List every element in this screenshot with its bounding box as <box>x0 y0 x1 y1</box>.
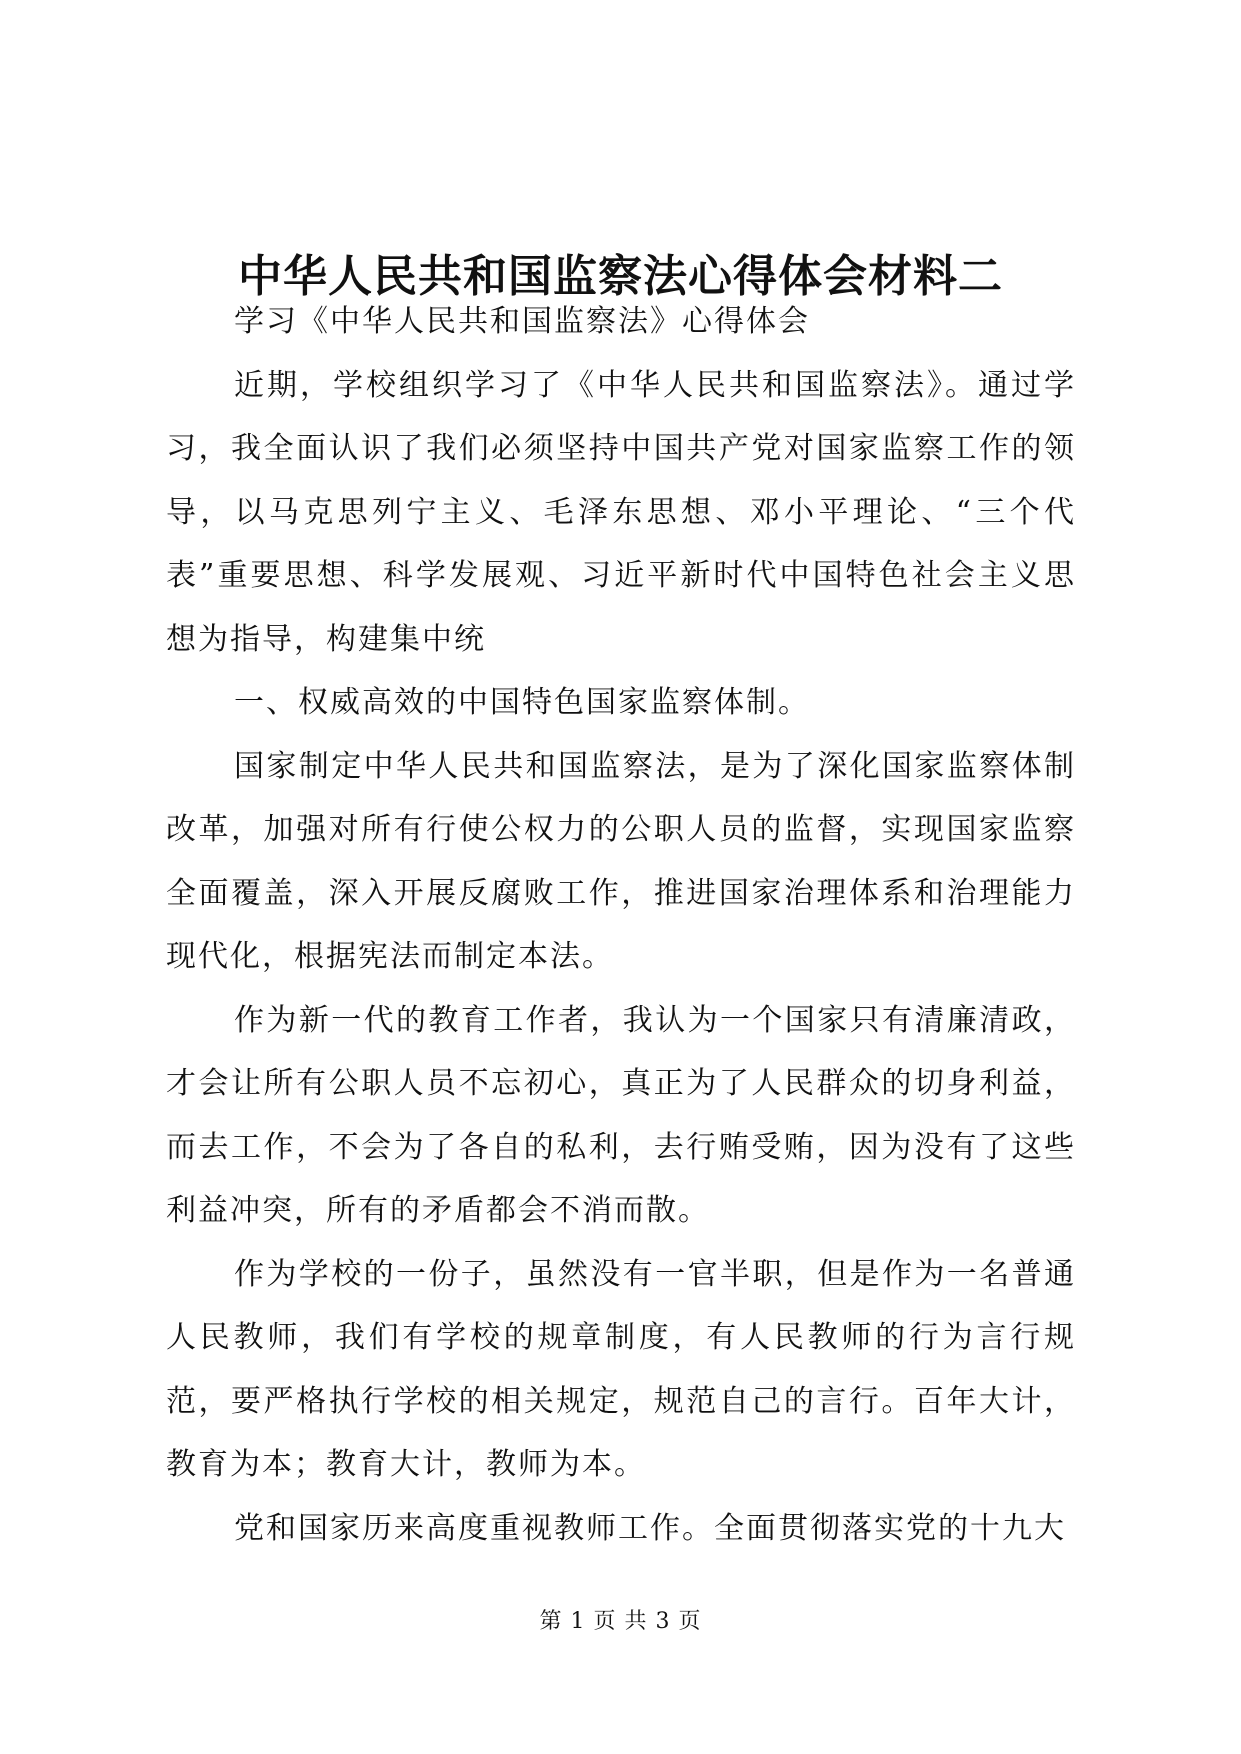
page-number-footer: 第 1 页 共 3 页 <box>539 1609 702 1634</box>
document-body <box>166 290 1076 1560</box>
body-paragraph: 一、权威高效的中国特色国家监察体制。 <box>234 685 810 720</box>
body-paragraph: 作为新一代的教育工作者，我认为一个国家只有清廉清政，才会让所有公职人员不忘初心，真正为了人民群众的切身利益，而去工作，不会为了各自的私利，去行贿受贿，因为没有了这些利益冲突，所有的矛盾都会不消而散。 <box>166 1002 1076 1228</box>
body-paragraph: 党和国家历来高度重视教师工作。全面贯彻落实党的十九大 <box>234 1510 1066 1546</box>
subtitle-paragraph: 学习《中华人民共和国监察法》心得体会 <box>234 304 810 339</box>
document-title: 中华人民共和国监察法心得体会材料二 <box>238 251 1003 303</box>
body-paragraph: 国家制定中华人民共和国监察法，是为了深化国家监察体制改革，加强对所有行使公权力的公职人员的监督，实现国家监察全面覆盖，深入开展反腐败工作，推进国家治理体系和治理能力现代化，根据宪法而制定本法。 <box>166 748 1076 974</box>
body-paragraph: 作为学校的一份子，虽然没有一官半职，但是作为一名普通人民教师，我们有学校的规章制度，有人民教师的行为言行规范，要严格执行学校的相关规定，规范自己的言行。百年大计，教育为本；教育大计，教师为本。 <box>166 1256 1076 1482</box>
body-paragraph: 近期，学校组织学习了《中华人民共和国监察法》。通过学习，我全面认识了我们必须坚持中国共产党对国家监察工作的领导，以马克思列宁主义、毛泽东思想、邓小平理论、“三个代表”重要思想、科学发展观、习近平新时代中国特色社会主义思想为指导，构建集中统 <box>166 367 1076 657</box>
